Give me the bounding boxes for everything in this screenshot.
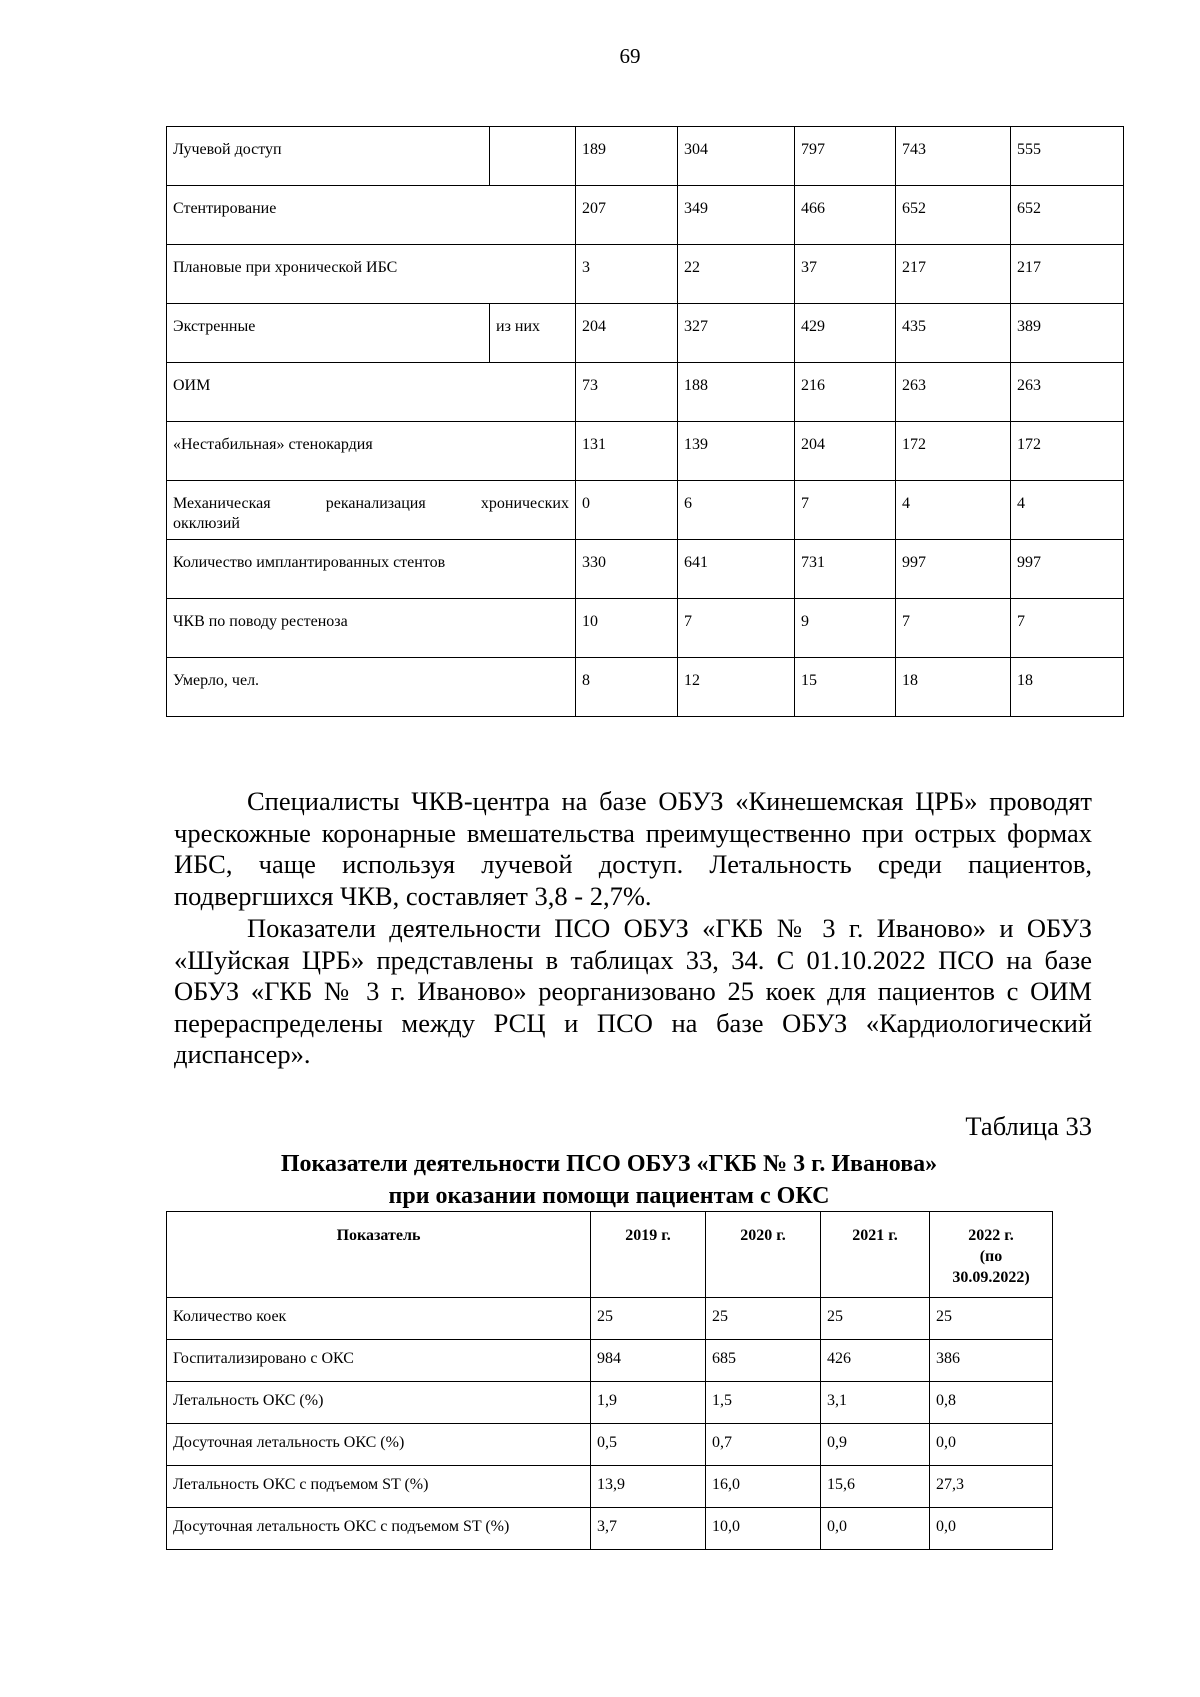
cell: 0,9 <box>821 1424 930 1466</box>
cell: 3 <box>576 245 678 304</box>
cell: 555 <box>1011 127 1124 186</box>
cell: 27,3 <box>930 1466 1053 1508</box>
cell: 188 <box>678 363 795 422</box>
cell: 7 <box>795 481 896 540</box>
table-row <box>167 304 1124 363</box>
cell: 984 <box>591 1340 706 1382</box>
cell: 685 <box>706 1340 821 1382</box>
cell: 216 <box>795 363 896 422</box>
cell: 349 <box>678 186 795 245</box>
cell: 207 <box>576 186 678 245</box>
table-row <box>167 245 1124 304</box>
column-header: Показатель <box>167 1212 591 1298</box>
cell: 797 <box>795 127 896 186</box>
table-row <box>167 1508 1053 1550</box>
row-label: ЧКВ по поводу рестеноза <box>167 599 576 658</box>
cell: 389 <box>1011 304 1124 363</box>
cell: 25 <box>591 1298 706 1340</box>
cell: 15,6 <box>821 1466 930 1508</box>
cell: 3,7 <box>591 1508 706 1550</box>
page-number: 69 <box>619 44 641 68</box>
cell: 652 <box>1011 186 1124 245</box>
pso-table <box>166 1211 1053 1550</box>
cell: 0,7 <box>706 1424 821 1466</box>
table-row <box>167 599 1124 658</box>
cell: 1,5 <box>706 1382 821 1424</box>
table-title-line2: при оказании помощи пациентам с ОКС <box>388 1183 830 1209</box>
cell: 13,9 <box>591 1466 706 1508</box>
cell: 263 <box>1011 363 1124 422</box>
cell: 4 <box>896 481 1011 540</box>
header-line: 30.09.2022) <box>952 1269 1030 1286</box>
cell: 330 <box>576 540 678 599</box>
table-row <box>167 481 1124 540</box>
cell: 7 <box>678 599 795 658</box>
cell: 641 <box>678 540 795 599</box>
cell: 73 <box>576 363 678 422</box>
cell: 22 <box>678 245 795 304</box>
row-label: ОИМ <box>167 363 576 422</box>
row-label: Экстренные <box>167 304 490 363</box>
table-row <box>167 658 1124 717</box>
cell: 7 <box>896 599 1011 658</box>
cell: 25 <box>821 1298 930 1340</box>
table-row <box>167 1424 1053 1466</box>
row-label: Летальность ОКС с подъемом ST (%) <box>167 1466 591 1508</box>
paragraph-2: Показатели деятельности ПСО ОБУЗ «ГКБ № 3 г. Иваново» и ОБУЗ «Шуйская ЦРБ» представлены в таблицах 33, 34. С 01.10.2022 ПСО на базе ОБУЗ «ГКБ № 3 г. Иваново» реорганизовано 25 коек для пациентов с ОИМ перераспределены между РСЦ и ПСО на базе ОБУЗ «Кардиологический диспансер». <box>174 913 1092 1069</box>
cell: 386 <box>930 1340 1053 1382</box>
row-label: Количество коек <box>167 1298 591 1340</box>
cell: 10 <box>576 599 678 658</box>
cell: 0 <box>576 481 678 540</box>
cell: 6 <box>678 481 795 540</box>
table-row <box>167 1298 1053 1340</box>
cell: 4 <box>1011 481 1124 540</box>
cell: 327 <box>678 304 795 363</box>
row-label <box>167 481 576 540</box>
cell: 0,0 <box>930 1508 1053 1550</box>
cell: 10,0 <box>706 1508 821 1550</box>
cell: 131 <box>576 422 678 481</box>
row-label: Количество имплантированных стентов <box>167 540 576 599</box>
table-row <box>167 422 1124 481</box>
cell: 18 <box>896 658 1011 717</box>
row-label: Лучевой доступ <box>167 127 490 186</box>
cell: 18 <box>1011 658 1124 717</box>
cell: 16,0 <box>706 1466 821 1508</box>
table-row <box>167 1340 1053 1382</box>
cell: 997 <box>1011 540 1124 599</box>
cell: 217 <box>896 245 1011 304</box>
cell: 0,0 <box>930 1424 1053 1466</box>
cell: 426 <box>821 1340 930 1382</box>
row-label: Умерло, чел. <box>167 658 576 717</box>
cell: 997 <box>896 540 1011 599</box>
column-header <box>930 1212 1053 1298</box>
table-title-line1: Показатели деятельности ПСО ОБУЗ «ГКБ № 3 г. Иванова» <box>280 1151 938 1177</box>
header-line: (по <box>979 1248 1003 1265</box>
cell: 263 <box>896 363 1011 422</box>
cell: 12 <box>678 658 795 717</box>
row-label: Досуточная летальность ОКС (%) <box>167 1424 591 1466</box>
row-label: Стентирование <box>167 186 576 245</box>
table-label: Таблица 33 <box>965 1111 1092 1141</box>
cell: 37 <box>795 245 896 304</box>
table-row <box>167 1382 1053 1424</box>
row-label: Плановые при хронической ИБС <box>167 245 576 304</box>
cell: 217 <box>1011 245 1124 304</box>
row-sub: из них <box>490 304 576 363</box>
cell: 204 <box>576 304 678 363</box>
cell: 743 <box>896 127 1011 186</box>
cell: 172 <box>1011 422 1124 481</box>
cell: 25 <box>930 1298 1053 1340</box>
cell: 3,1 <box>821 1382 930 1424</box>
cell: 731 <box>795 540 896 599</box>
cell: 25 <box>706 1298 821 1340</box>
label-word: Механическая <box>173 495 271 512</box>
header-row <box>167 1212 1053 1298</box>
row-label: Госпитализировано с ОКС <box>167 1340 591 1382</box>
cell: 172 <box>896 422 1011 481</box>
table-row <box>167 363 1124 422</box>
label-line: окклюзий <box>173 515 240 532</box>
cell: 652 <box>896 186 1011 245</box>
row-label: Летальность ОКС (%) <box>167 1382 591 1424</box>
header-line: 2022 г. <box>968 1227 1014 1244</box>
table-row <box>167 1466 1053 1508</box>
column-header: 2021 г. <box>821 1212 930 1298</box>
table-row <box>167 127 1124 186</box>
cell: 7 <box>1011 599 1124 658</box>
cell: 304 <box>678 127 795 186</box>
label-word: реканализация <box>325 495 426 512</box>
cell: 139 <box>678 422 795 481</box>
cell: 1,9 <box>591 1382 706 1424</box>
cell: 204 <box>795 422 896 481</box>
cell: 0,0 <box>821 1508 930 1550</box>
row-sub <box>490 127 576 186</box>
cell: 429 <box>795 304 896 363</box>
cell: 189 <box>576 127 678 186</box>
paragraph-1: Специалисты ЧКВ-центра на базе ОБУЗ «Кинешемская ЦРБ» проводят чрескожные коронарные вмешательства преимущественно при острых формах ИБС, чаще используя лучевой доступ. Летальность среди пациентов, подвергшихся ЧКВ, составляет 3,8 - 2,7%. <box>174 786 1092 911</box>
cell: 466 <box>795 186 896 245</box>
table-row <box>167 540 1124 599</box>
chkv-table <box>166 126 1124 717</box>
cell: 15 <box>795 658 896 717</box>
cell: 9 <box>795 599 896 658</box>
column-header: 2020 г. <box>706 1212 821 1298</box>
column-header: 2019 г. <box>591 1212 706 1298</box>
cell: 0,8 <box>930 1382 1053 1424</box>
cell: 435 <box>896 304 1011 363</box>
label-word: хронических <box>480 495 569 512</box>
table-row <box>167 186 1124 245</box>
row-label: «Нестабильная» стенокардия <box>167 422 576 481</box>
cell: 8 <box>576 658 678 717</box>
row-label: Досуточная летальность ОКС с подъемом ST (%) <box>167 1508 591 1550</box>
cell: 0,5 <box>591 1424 706 1466</box>
